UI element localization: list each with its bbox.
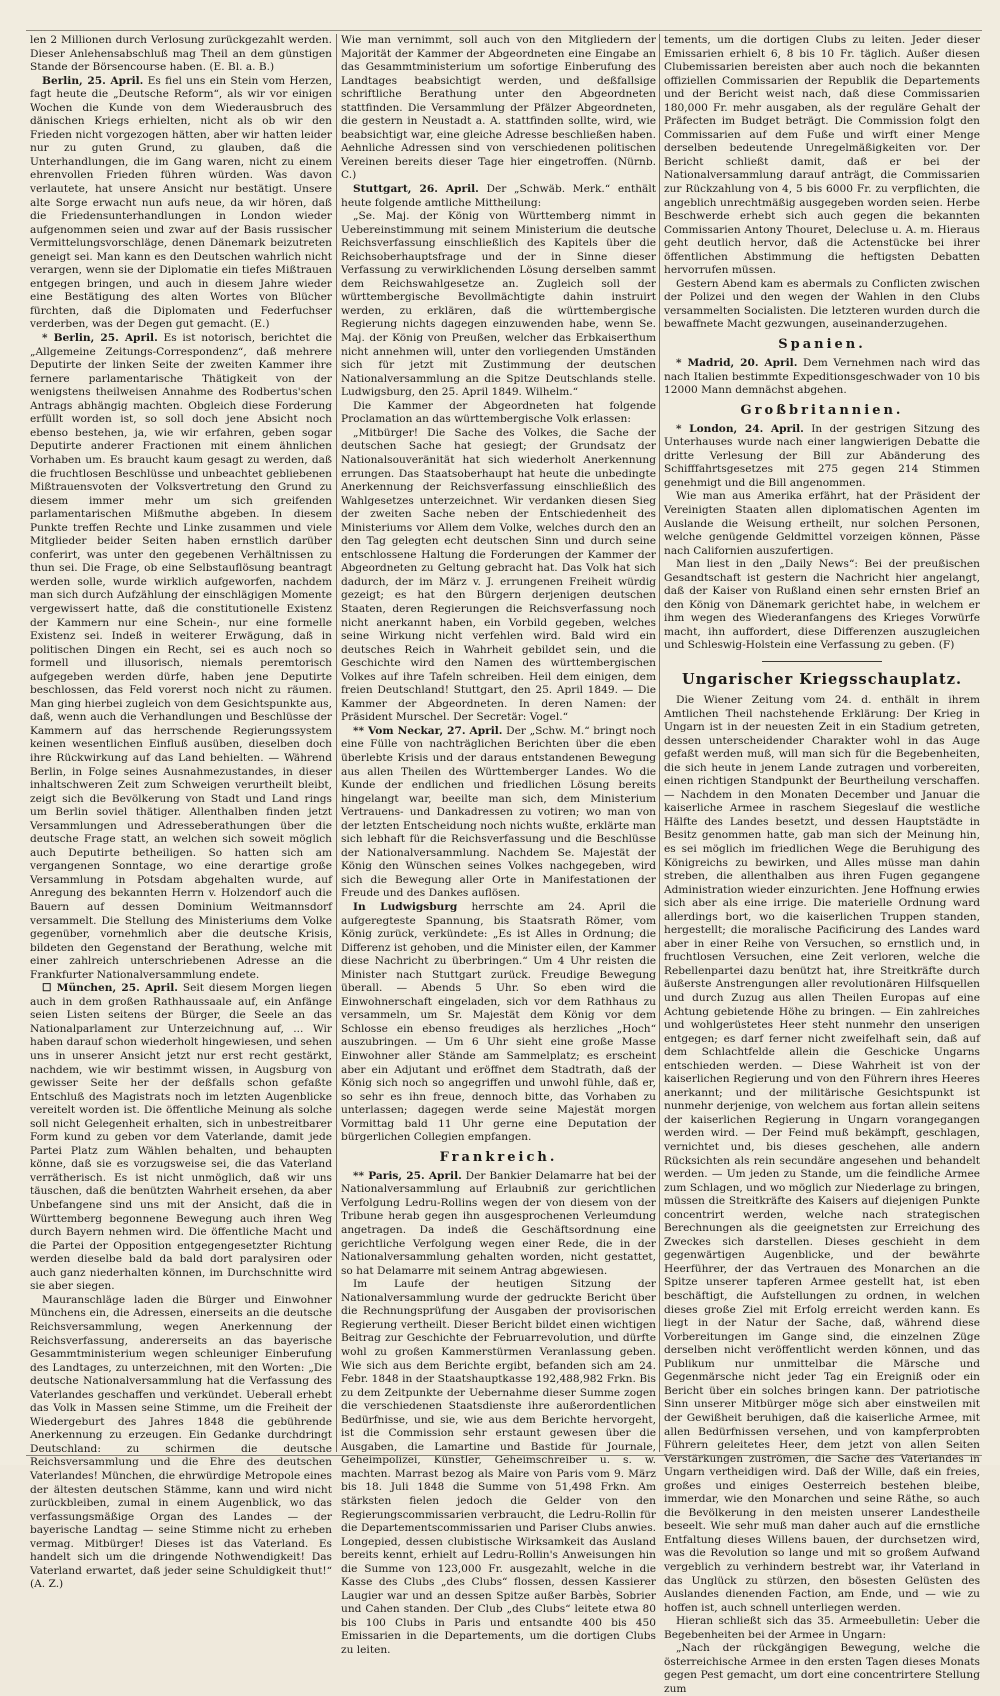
article-paragraph [30,1294,332,1592]
paragraph-text: Die Wiener Zeitung vom 24. d. enthält in ihrem Amtlichen Theil nachstehende Erklärung: Der Krieg in Ungarn ist in der neuesten Zeit in ein Stadium getreten, dessen unterscheidender Charakter wohl in das Auge gefaßt werden muß, will man sich für die Begebenheiten, die sich heute in jenem Lande zutragen und vorbereiten, einen richtigen Standpunkt der Beurtheilung verschaffen. — Nachdem in den Monaten December und Januar die kaiserliche Armee in raschem Siegeslauf die westliche Hälfte des Landes besetzt, und dessen Hauptstädte in Besitz genommen hatte, gab man sich der Meinung hin, es sei möglich im friedlichen Wege die Beruhigung des Königreichs zu bewirken, und Alles müsse man dahin streben, die allenthalben aus ihren Fugen gegangene Administration wieder einzurichten. Jene Hoffnung erwies sich aber als eine irrige. Die materielle Ordnung ward allerdings bort, wo die kaiserlichen Truppen standen, hergestellt; die moralische Pacificirung des Landes ward aber in einer Reihe von Versuchen, so ernstlich und, in fruchtlosen Versuchen, eine Zeit verloren, welche die Rebellenpartei dazu benützt hat, ihre Streitkräfte durch äußerste Anstrengungen aller revolutionären Hilfsquellen und durch Zuzug aus allen Theilen Europas auf eine Achtung gebietende Höhe zu bringen. — Ein zahlreiches und wohlgerüstetes Heer steht nunmehr den unserigen entgegen; es darf ferner nicht zweifelhaft sein, daß auf dem Schlachtfelde allein die Geschicke Ungarns entschieden werden. — Diese Wahrheit ist von der kaiserlichen Regierung und von den Führern ihres Heeres anerkannt; und der militärische Gesichtspunkt ist nunmehr derjenige, von welchem aus fortan allein seitens der kaiserlichen Regierung in Ungarn vorangegangen werden wird. — Der Feind muß bekämpft, geschlagen, vernichtet und, bis dieses geschehen, alle andern Rücksichten als rein secundäre angesehen und behandelt werden. — Um jeden zu Stande, um die feindliche Armee zum Schlagen, und wo möglich zur Niederlage zu bringen, müssen die Streitkräfte des Kaisers auf diejenigen Punkte concentrirt werden, welche nach strategischen Berechnungen als die geeignetsten zur Erreichung des Zweckes sich darstellen. Dieses geschieht in dem gegenwärtigen Augenblicke, und der bewährte Heerführer, der das Vertrauen des Monarchen an die Spitze unserer tapferen Armee gestellt hat, ist eben beschäftigt, die Aufstellungen zu ordnen, in welchen dieses große Ziel mit Erfolg erreicht werden kann. Es liegt in der Natur der Sache, daß, während diese Vorbereitungen im Gange sind, die einzelnen Züge derselben nicht veröffentlicht werden können, und das Publikum nur unmittelbar die Märsche und Gegenmärsche nicht jeder Tag ein Ereigniß oder ein Bericht über ein solches bringen kann. Der patriotische Sinn unserer Mitbürger möge sich aber einstweilen mit der Gewißheit beruhigen, daß die kaiserliche Armee, mit allen Bedürfnissen versehen, und von kampferprobten Führern geleitetes Heer, dem jetzt von allen Seiten Verstärkungen zuströmen, die Sache des Vaterlandes in Ungarn vertheidigen wird. Daß der Wille, daß ein freies, großes und einiges Oesterreich bestehen bleibe, immerdar, wie den Monarchen und seine Räthe, so auch die Bevölkerung in den meisten unserer Landestheile beseelt. Wie sehr muß man daher auch auf die ernstliche Entfaltung dieses Willens bauen, der durchsetzen wird, was die Revolution so lange und mit so großem Aufwand vergeblich zu verhindern bestrebt war, ihr Vaterland in das Unglück zu stürzen, den bösesten Gelüsten des Auslandes dienenden Faction, am Ende, und — wie zu hoffen ist, auch schnell unterliegen werden. [664,693,980,1614]
section-heading: Spanien. [778,337,866,353]
article-paragraph [664,357,980,398]
paragraph-text: „Se. Maj. der König von Württemberg nimmt in Uebereinstimmung mit seinem Ministerium die deutsche Reichsverfassung einschließlich des Kapitels über die Reichsoberhauptsfrage und der in Sinne dieser Verfassung zu verwirklichenden Lösung derselben sammt dem Reichswahlgesetze an. Zugleich soll der württembergische Bevollmächtigte dahin instruirt werden, zu erklären, daß die württembergische Regierung nichts dagegen einzuwenden habe, wenn Se. Maj. der König von Preußen, welcher das Erbkaiserthum nicht annehmen will, unter den vorliegenden Umständen sich für jetzt mit Zustimmung der deutschen Nationalversammlung an die Spitze Deutschlands stelle. Ludwigsburg, den 25. April 1849. Wilhelm.“ [341,210,656,399]
article-paragraph [341,1278,656,1657]
dateline: Berlin, 25. April. [42,74,144,87]
article-paragraph [664,1615,980,1642]
section-heading: Frankreich. [439,1149,558,1165]
column-rule-1 [336,34,337,1452]
column-1 [30,34,332,1591]
article-paragraph [30,75,332,332]
paragraph-text: In der gestrigen Sitzung des Unterhauses wurde nach einer langwierigen Debatte die dritte Verlesung der Bill zur Abänderung des Schifffahrtsgesetzes mit 275 gegen 214 Stimmen genehmigt und die Bill angenommen. [664,422,980,489]
paragraph-text: Die Kammer der Abgeordneten hat folgende Proclamation an das württembergische Volk erlassen: [341,399,656,426]
article-paragraph [30,332,332,982]
dateline: ** Vom Neckar, 27. April. [353,724,503,737]
article-paragraph [341,427,656,725]
bottom-border-rule [26,1455,982,1456]
paragraph-text: Der Bankier Delamarre hat bei der Nationalversammlung auf Erlaubniß zur gerichtlichen Verfolgung Ledru-Rollins wegen der von diesem von der Tribune herab gegen ihn ausgesprochenen Verleumdung angetragen. Da indeß die Geschäftsordnung eine gerichtliche Verfolgung wegen einer Rede, die in der Nationalversammlung gehalten worden, nicht gestattet, so hat Delamarre mit seinem Antrag abgewiesen. [341,1169,657,1277]
article-paragraph [341,34,656,183]
article-paragraph [664,423,980,491]
paragraph-text: len 2 Millionen durch Verlosung zurückgezahlt werden. Dieser Anlehensabschluß mag Theil an dem günstigen Stande der Börsencourse haben. (E. Bl. a. B.) [30,34,332,74]
paragraph-text: „Nach der rückgängigen Bewegung, welche die österreichische Armee in den ersten Tagen dieses Monats gegen Pest gemacht, um dort eine concentrirtere Stellung zum [664,1642,980,1695]
article-paragraph [664,558,980,653]
paragraph-text: Wie man vernimmt, soll auch von den Mitgliedern der Majorität der Kammer der Abgeordneten eine Eingabe an das Gesammtministerium um sofortige Einberufung des Landtages beabsichtigt werden, und deßfallsige schriftliche Berathung unter den Abgeordneten stattfinden. Die Versammlung der Pfälzer Abgeordneten, die gestern in Neustadt a. A. stattfinden sollte, wird, wie beabsichtigt war, eine gleiche Adresse beschließen haben. Aehnliche Adressen sind von verschiedenen politischen Vereinen bereits dieser Tage hier eingetroffen. (Nürnb. C.) [341,34,656,182]
dateline: * Madrid, 20. April. [676,357,798,370]
section-heading: Ungarischer Kriegsschauplatz. [681,670,963,688]
dateline: * Berlin, 25. April. [42,332,158,345]
article-paragraph [341,725,656,901]
section-divider [762,661,882,662]
paragraph-text: Der „Schw. M.“ bringt noch eine Fülle von nachträglichen Berichten über die eben überlebte Krisis und der daraus entstandenen Bewegung aus allen Theilen des Württemberger Landes. Wo die Kunde der endlichen und friedlichen Lösung bereits hingelangt war, beeilte man sich, dem Ministerium Vertrauens- und Dankadressen zu votiren; wo man von der letzten Entscheidung noch nichts wußte, erklärte man sich lebhaft für die Reichsverfassung und die Beschlüsse der Nationalversammlung. Nachdem Se. Majestät der König den Wünschen seines Volkes nachgegeben, wird sich die Bewegung aller Orte in Manifestationen der Freude und des Dankes auflösen. [341,724,656,900]
paragraph-text: Mauranschläge laden die Bürger und Einwohner Münchens ein, die Adressen, einerseits an die deutsche Reichsversammlung, wegen Anerkennung der Reichsverfassung, andererseits an das bayerische Gesammtministerium wegen schleuniger Einberufung des Landtages, zu unterzeichnen, mit den Worten: „Die deutsche Nationalversammlung hat die Verfassung des Vaterlandes geschaffen und verkündet. Ueberall erhebt das Volk in Massen seine Stimme, um die Freiheit der Wiedergeburt des Jahres 1848 die gebührende Anerkennung zu erzeugen. Ein Gedanke durchdringt Deutschland: zu schirmen die deutsche Reichsversammlung und die Ehre des deutschen Vaterlandes! München, die ehrwürdige Metropole eines der ältesten deutschen Stämme, kann und wird nicht zurückbleiben, zumal in einem Augenblick, wo das verfassungsmäßige Organ des Landes — der bayerische Landtag — seine Stimme nicht zu erheben vermag. Mitbürger! Dieses ist das Vaterland. Es handelt sich um die dringende Nothwendigkeit! Das Vaterland erwartet, daß jeder seine Schuldigkeit thut!“ (A. Z.) [30,1293,332,1591]
article-paragraph [341,400,656,427]
section-heading: Großbritannien. [740,402,904,418]
paragraph-text: Seit diesem Morgen liegen auch in dem großen Rathhaussaale auf, ein Anfänge seien Listen seitens der Bürger, die Seele an das Nationalparlament zur Unterzeichnung auf, ... Wir haben darauf schon wiederholt hingewiesen, und sehen uns in unserer Ansicht jetzt nur erst recht gestärkt, nachdem, wie wir bestimmt wissen, in Augsburg von gewisser Seite her der deßfalls schon gefaßte Entschluß des Magistrats noch im letzten Augenblicke vereitelt worden ist. Die öffentliche Meinung als solche soll nicht Gelegenheit erhalten, sich in unbestreitbarer Form kund zu geben vor dem Vaterlande, damit jede Partei Platz zum Wählen behalten, und behaupten könne, daß sie es vorzugsweise sei, die das Vaterland verrätherisch. Es ist nicht unmöglich, daß wir uns täuschen, daß die benützten Wahrheit ersehen, da aber Unbefangene sind uns mit der Ansicht, daß die in Württemberg begonnene Bewegung auch ihren Weg durch Bayern nehmen wird. Die öffentliche Macht und die Partei der Opposition entgegengesetzter Richtung werden dieselbe bald da bald dort paralysiren oder auch ganz niederhalten können, im Durchschnitte wird sie aber siegen. [30,982,332,1293]
article-paragraph [664,1642,980,1696]
article-paragraph [341,210,656,400]
dateline: ** Paris, 25. April. [353,1169,462,1182]
column-2 [341,34,657,1656]
paragraph-text: Es ist notorisch, berichtet die „Allgemeine Zeitungs-Correspondenz“, daß mehrere Deputirte der linken Seite der zweiten Kammer ihre fernere parlamentarische Thätigkeit von der wenigstens theilweisen Annahme des Rodbertus'schen Antrags abhängig machten. Obgleich diese Forderung erfüllt worden ist, so soll doch jene Absicht noch ebenso bestehen, ja, wie wir erfahren, geben sogar Deputirte anderer Fractionen mit einem ähnlichen Vorhaben um. Es braucht kaum gesagt zu werden, daß die fruchtlosen Beschlüsse und unbeachtet gebliebenen Mißtrauensvoten der Volksvertretung den Grund zu diesem immer mehr um sich greifenden parlamentarischen Mißmuthe abgeben. In diesem Punkte treffen Rechte und Linke zusammen und viele Mitglieder beider Seiten haben ernstlich darüber conferirt, was unter den gegebenen Verhältnissen zu thun sei. Die Frage, ob eine Selbstauflösung beantragt werden solle, wurde wirklich aufgeworfen, nachdem man sich durch Aufzählung der einschlägigen Momente vergewissert hatte, daß die constitutionelle Existenz der Kammern nur eine Schein-, nur eine formelle Existenz sei. Indeß in weiterer Erwägung, daß in politischen Dingen ein Recht, sei es auch noch so formell und illusorisch, niemals peremtorisch aufgegeben werden dürfe, haben jene Deputirte beschlossen, das Feld vorerst noch nicht zu räumen. Man ging hierbei zugleich von dem Gesichtspunkte aus, daß, wenn auch die Verhandlungen und Beschlüsse der Kammern auf das herrschende Regierungssystem keinen wesentlichen Einfluß ausüben, dieselben doch ihre Rückwirkung auf das Land behielten. — Während Berlin, in Folge seines Ausnahmezustandes, in dieser inhaltschweren Zeit zum Schweigen verurtheilt bleibt, zeigt sich die Bevölkerung von Stadt und Land rings um Berlin soviel thätiger. Allenthalben finden jetzt Versammlungen und Adresseberathungen über die deutsche Frage statt, an welchen sich soweit möglich auch Deputirte betheiligen. So hatten sich am vergangenen Sonntage, wo eine derartige große Versammlung in Potsdam abgehalten wurde, auf Anregung des bekannten Herrn v. Holzendorf auch die Bauern auf dessen Dominium Weitmannsdorf versammelt. Die Stellung des Ministeriums dem Volke gegenüber, vornehmlich aber die deutsche Krisis, bildeten den Gegenstand der Berathung, welche mit einer zahlreich unterschriebenen Adresse an die Frankfurter Nationalversammlung endete. [30,332,332,981]
paragraph-text: Hieran schließt sich das 35. Armeebulletin: Ueber die Begebenheiten bei der Armee in Ungarn: [664,1615,980,1641]
paragraph-text: Gestern Abend kam es abermals zu Conflicten zwischen der Polizei und den wegen der Wahlen in den Clubs versammelten Socialisten. Die letzteren wurden durch die bewaffnete Macht gezwungen, auseinanderzugehen. [664,277,980,331]
article-paragraph [341,183,656,210]
article-paragraph [664,278,980,332]
paragraph-text: Wie man aus Amerika erfährt, hat der Präsident der Vereinigten Staaten allen diplomatischen Agenten im Auslande die Weisung ertheilt, nur solchen Personen, welche genügende Geldmittel vorzeigen können, Pässe nach Californien auszufertigen. [664,490,980,557]
paragraph-text: Es fiel uns ein Stein vom Herzen, fagt heute die „Deutsche Reform“, als wir vor einigen Wochen die Kunde von dem Wiederausbruch des dänischen Kriegs erhielten, nicht als ob wir den Frieden nicht vorgezogen hätten, aber wir hatten leider nur zu guten Grund, zu glauben, daß die Unterhandlungen, die im Gang waren, nicht zu einem ehrenvollen Frieden führen würden. Was davon verlautete, hat unsere Ansicht nur bestätigt. Unsere alte Sorge erwacht nun aufs neue, da wir hören, daß die Friedensunterhandlungen in London wieder aufgenommen seien und zwar auf der Basis russischer Vermittelungsvorschläge, denen Dänemark beizutreten geneigt sei. Man kann es den Deutschen wahrlich nicht verargen, wenn sie der Diplomatie ein tiefes Mißtrauen entgegen bringen, und auch in diesem Jahre wieder eine Bestätigung des alten Wortes von Blücher fürchten, daß die Diplomaten und Federfuchser verderben, was der Degen gut gemacht. (E.) [30,74,332,331]
column-rule-2 [659,34,660,1452]
article-paragraph [664,694,980,1615]
article-paragraph [664,490,980,558]
dateline: * London, 24. April. [676,422,804,435]
paragraph-text: tements, um die dortigen Clubs zu leiten. Jeder dieser Emissarien erhielt 6, 8 bis 10 Fr. täglich. Außer diesen Clubemissarien bereisten aber auch noch die bekannten offiziellen Commissarien der Republik die Departements und der Bericht weist nach, daß diese Commissarien 180,000 Fr. mehr ausgaben, als der reguläre Gehalt der Präfecten im Budget beträgt. Die Commission folgt den Commissarien auf dem Fuße und wirft einer Menge derselben bedeutende Unregelmäßigkeiten vor. Der Bericht schließt damit, daß er bei der Nationalversammlung darauf anträgt, die Commissarien zur Rückzahlung von 4, 5 bis 6000 Fr. zu verpflichten, die angeblich unrechtmäßig ausgegeben worden seien. Herbe Beschwerde erhebt sich auch gegen die bekannten Commissarien Antony Thouret, Delecluse u. A. m. Hieraus geht deutlich hervor, daß die Actenstücke bei ihrer öffentlichen Abstimmung die heftigsten Debatten hervorrufen müssen. [664,34,980,277]
dateline: In Ludwigsburg [353,901,458,913]
article-paragraph [341,901,656,1145]
paragraph-text: „Mitbürger! Die Sache des Volkes, die Sache der deutschen Sache hat gesiegt; der Grundsatz der Nationalsouveränität hat sich wiederholt Anerkennung errungen. Das Staatsoberhaupt hat heute die unbedingte Anerkennung der Reichsverfassung einschließlich des Wahlgesetzes unterzeichnet. Wir verdanken diesen Sieg der zweiten Sache neben der Entschiedenheit des Ministeriums vor Allem dem Volke, welches durch den an den Tag gelegten echt deutschen Sinn und durch seine entschlossene Haltung die Forderungen der Kammer der Abgeordneten zu Geltung gebracht hat. Das Volk hat sich dadurch, der im März v. J. errungenen Freiheit würdig gezeigt; es hat den Bürgern derjenigen deutschen Staaten, deren Regierungen die Reichsverfassung noch nicht anerkannt haben, ein Vorbild gegeben, welches seine Wirkung nicht verfehlen wird. Bald wird ein deutsches Reich in Wahrheit gebildet sein, und die Geschichte wird den Namen des württembergischen Volkes auf ihre Tafeln schreiben. Heil dem einigen, dem freien Deutschland! Stuttgart, den 25. April 1849. — Die Kammer der Abgeordneten. In deren Namen: der Präsident Murschel. Der Secretär: Vogel.“ [341,426,656,724]
top-border-rule [26,30,982,31]
dateline: ☐ München, 25. April. [42,982,178,995]
article-paragraph [341,1170,656,1278]
dateline: Stuttgart, 26. April. [353,183,479,196]
column-3 [664,34,981,1695]
paragraph-text: Man liest in den „Daily News“: Bei der preußischen Gesandtschaft ist gestern die Nachricht hier angelangt, daß der Kaiser von Rußland einen sehr ernsten Brief an den König von Dänemark gerichtet habe, in welchem er ihm wegen des Wiederanfangens des Krieges Vorwürfe macht, ihn auffordert, diese Differenzen auszugleichen und Schleswig-Holstein eine Verfassung zu geben. (F) [664,558,980,652]
paragraph-text: Der „Schwäb. Merk.“ enthält heute folgende amtliche Mittheilung: [341,183,656,209]
paragraph-text: Im Laufe der heutigen Sitzung der Nationalversammlung wurde der gedruckte Bericht über die Rechnungsprüfung der Ausgaben der provisorischen Regierung vertheilt. Dieser Bericht bildet einen wichtigen Beitrag zur Geschichte der Februarrevolution, und dürfte wohl zu großen Kammerstürmen Veranlassung geben. Wie sich aus dem Berichte ergibt, befanden sich am 24. Febr. 1848 in der Staatshauptkasse 192,488,982 Frkn. Bis zu dem Zeitpunkte der Uebernahme dieser Summe zogen die verschiedenen Staatsdienste ihre außerordentlichen Bedürfnisse, und sie, wie aus dem Berichte hervorgeht, ist die Commission sehr erstaunt gewesen über die Ausgaben, die Lamartine und Bastide für Journale, Geheimpolizei, Künstler, Geheimschreiber u. s. w. machten. Marrast bezog als Maire von Paris vom 9. März bis 18. Juli 1848 die Summe von 51,498 Frkn. Am stärksten fielen jedoch die Gelder von den Regierungscommissarien verbraucht, die Ledru-Rollin für die Departementscommissarien und Pariser Clubs anwies. Longepied, dessen clubistische Wirksamkeit das Ausland bereits kennt, erhielt auf Ledru-Rollin's Anweisungen hin die Summe von 123,000 Fr. ausgezahlt, welche in die Kasse des Clubs „des Clubs“ flossen, dessen Kassierer Laugier war und an dessen Spitze außer Barbès, Sobrier und Cahen standen. Der Club „des Clubs“ leitete etwa 80 bis 100 Clubs in Paris und entsandte 400 bis 450 Emissarien in die Departements, um die dortigen Clubs zu leiten. [341,1278,656,1656]
article-paragraph [30,982,332,1294]
paragraph-text: Dem Vernehmen nach wird das nach Italien bestimmte Expeditionsgeschwader von 10 bis 12000 Mann demnächst abgehen. [664,357,981,397]
paragraph-text: herrschte am 24. April die aufgeregteste Spannung, bis Staatsrath Römer, vom König zurück, verkündete: „Es ist Alles in Ordnung; die Differenz ist gehoben, und die Minister eilen, der Kammer diese Nachricht zu überbringen.“ Um 4 Uhr reisten die Minister nach Stuttgart zurück. Freudige Bewegung überall. — Abends 5 Uhr. So eben wird die Einwohnerschaft eingeladen, sich vor dem Rathhaus zu versammeln, um Sr. Majestät dem König vor dem Schlosse ein ebenso freudiges als herzliches „Hoch“ auszubringen. — Um 6 Uhr sieht eine große Masse Einwohner aller Stände am Sammelplatz; es erscheint aber ein Adjutant und eröffnet dem Stadtrath, daß der König sich noch so angegriffen und unwohl fühle, daß er, so sehr es ihn freue, dennoch bitte, das Vorhaben zu unterlassen; dagegen werde seine Majestät morgen Vormittag bald 11 Uhr gerne eine Deputation der bürgerlichen Collegien empfangen. [341,901,656,1144]
article-paragraph [664,34,980,278]
article-paragraph [30,34,332,75]
